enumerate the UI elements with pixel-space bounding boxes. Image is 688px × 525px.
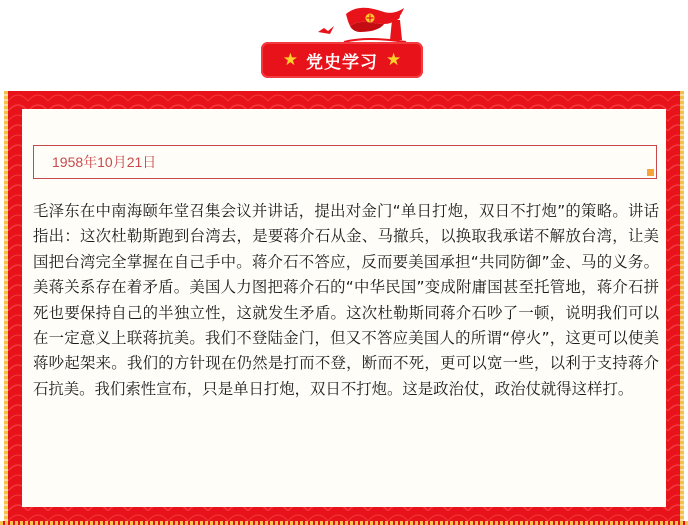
article-paragraph: 毛泽东在中南海颐年堂召集会议并讲话，提出对金门“单日打炮，双日不打炮”的策略。讲话指出：这次杜勒斯跑到台湾去，是要蒋介石从金、马撤兵，以换取我承诺不解放台湾，让美国把台湾完全掌握在自己手中。蒋介石不答应，反而要美国承担“共同防御”金、马的义务。美蒋关系存在着矛盾。美国人力图把蒋介石的“中华民国”变成附庸国甚至托管地，蒋介石拼死也要保持自己的半独立性，这就发生矛盾。这次杜勒斯同蒋介石吵了一顿，说明我们可以在一定意义上联蒋抗美。我们不登陆金门，但又不答应美国人的所谓“停火”，这更可以使美蒋吵起架来。我们的方针现在仍然是打而不登，断而不死，更可以宽一些，以利于支持蒋介石抗美。我们索性宣布，只是单日打炮，双日不打炮。这是政治仗，政治仗就得这样打。 bbox=[33, 202, 659, 398]
section-title: 党史学习 bbox=[306, 52, 378, 73]
frame-gold-border-bottom bbox=[0, 521, 688, 525]
header bbox=[0, 0, 688, 88]
article-date: 1958年10月21日 bbox=[52, 154, 157, 170]
star-icon: ★ bbox=[386, 49, 402, 70]
party-emblem-flag-icon bbox=[310, 2, 410, 46]
frame-gold-border-right bbox=[680, 91, 684, 521]
date-box bbox=[33, 145, 657, 179]
section-title-badge bbox=[261, 42, 423, 78]
star-icon: ★ bbox=[282, 49, 298, 70]
date-box-corner-accent bbox=[647, 169, 654, 176]
